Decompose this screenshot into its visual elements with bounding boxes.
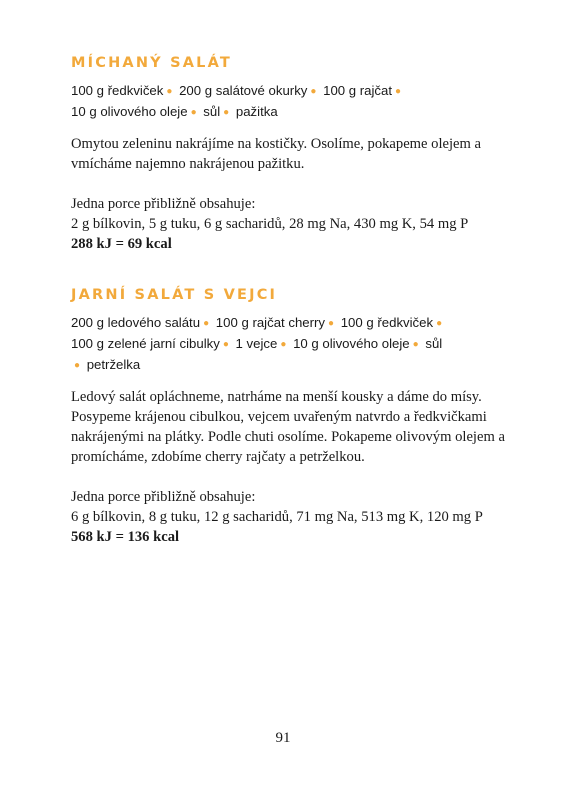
bullet-dot-icon: ● [74, 360, 81, 371]
ingredient: 200 g salátové okurky [179, 83, 308, 98]
ingredient: 10 g olivového oleje [71, 104, 188, 119]
bullet-dot-icon: ● [310, 86, 317, 97]
recipe-michany-salat [71, 54, 511, 254]
page-number: 91 [275, 730, 291, 746]
nutrition-values: 6 g bílkovin, 8 g tuku, 12 g sacharidů, 71 mg Na, 513 mg K, 120 mg P [71, 509, 483, 525]
ingredient: 1 vejce [235, 336, 278, 351]
nutrition-block [71, 194, 511, 254]
bullet-dot-icon: ● [395, 86, 402, 97]
ingredient: sůl [425, 336, 443, 351]
energy-value: 568 kJ = 136 kcal [71, 529, 180, 545]
ingredient: pažitka [235, 104, 278, 119]
nutrition-block [71, 487, 511, 547]
nutrition-values: 2 g bílkovin, 5 g tuku, 6 g sacharidů, 28 mg Na, 430 mg K, 54 mg P [71, 216, 469, 232]
recipe-title: JARNÍ SALÁT S VEJCI [71, 287, 278, 303]
bullet-dot-icon: ● [328, 318, 335, 329]
nutrition-intro: Jedna porce přibližně obsahuje: [71, 196, 256, 212]
energy-value: 288 kJ = 69 kcal [71, 236, 172, 252]
ingredient: petrželka [86, 357, 141, 372]
ingredient-list [71, 313, 511, 376]
nutrition-intro: Jedna porce přibližně obsahuje: [71, 489, 256, 505]
ingredient-list [71, 81, 511, 123]
bullet-dot-icon: ● [222, 339, 229, 350]
ingredient: 100 g ředkviček [340, 315, 434, 330]
bullet-dot-icon: ● [412, 339, 419, 350]
ingredient: sůl [203, 104, 221, 119]
ingredient: 100 g zelené jarní cibulky [71, 336, 220, 351]
ingredient: 100 g rajčat cherry [215, 315, 325, 330]
recipe-method: Omytou zeleninu nakrájíme na kostičky. Osolíme, pokapeme olejem a vmícháme najemno nakrájenou pažitku. [71, 136, 481, 172]
bullet-dot-icon: ● [223, 107, 230, 118]
ingredient: 100 g ředkviček [71, 83, 164, 98]
recipe-method: Ledový salát opláchneme, natrháme na menší kousky a dáme do mísy. Posypeme krájenou cibulkou, vejcem uvařeným natvrdo a ředkvičkami nakrájenými na plátky. Podle chuti osolíme. Pokapeme olivovým olejem a promícháme, zdobíme cherry rajčaty a petrželkou. [71, 389, 505, 465]
bullet-dot-icon: ● [280, 339, 287, 350]
bullet-dot-icon: ● [436, 318, 443, 329]
recipe-title: MÍCHANÝ SALÁT [71, 55, 232, 71]
bullet-dot-icon: ● [166, 86, 173, 97]
bullet-dot-icon: ● [190, 107, 197, 118]
ingredient: 10 g olivového oleje [293, 336, 410, 351]
recipe-jarni-salat-s-vejci [71, 286, 511, 547]
ingredient: 200 g ledového salátu [71, 315, 201, 330]
bullet-dot-icon: ● [203, 318, 210, 329]
ingredient: 100 g rajčat [323, 83, 393, 98]
